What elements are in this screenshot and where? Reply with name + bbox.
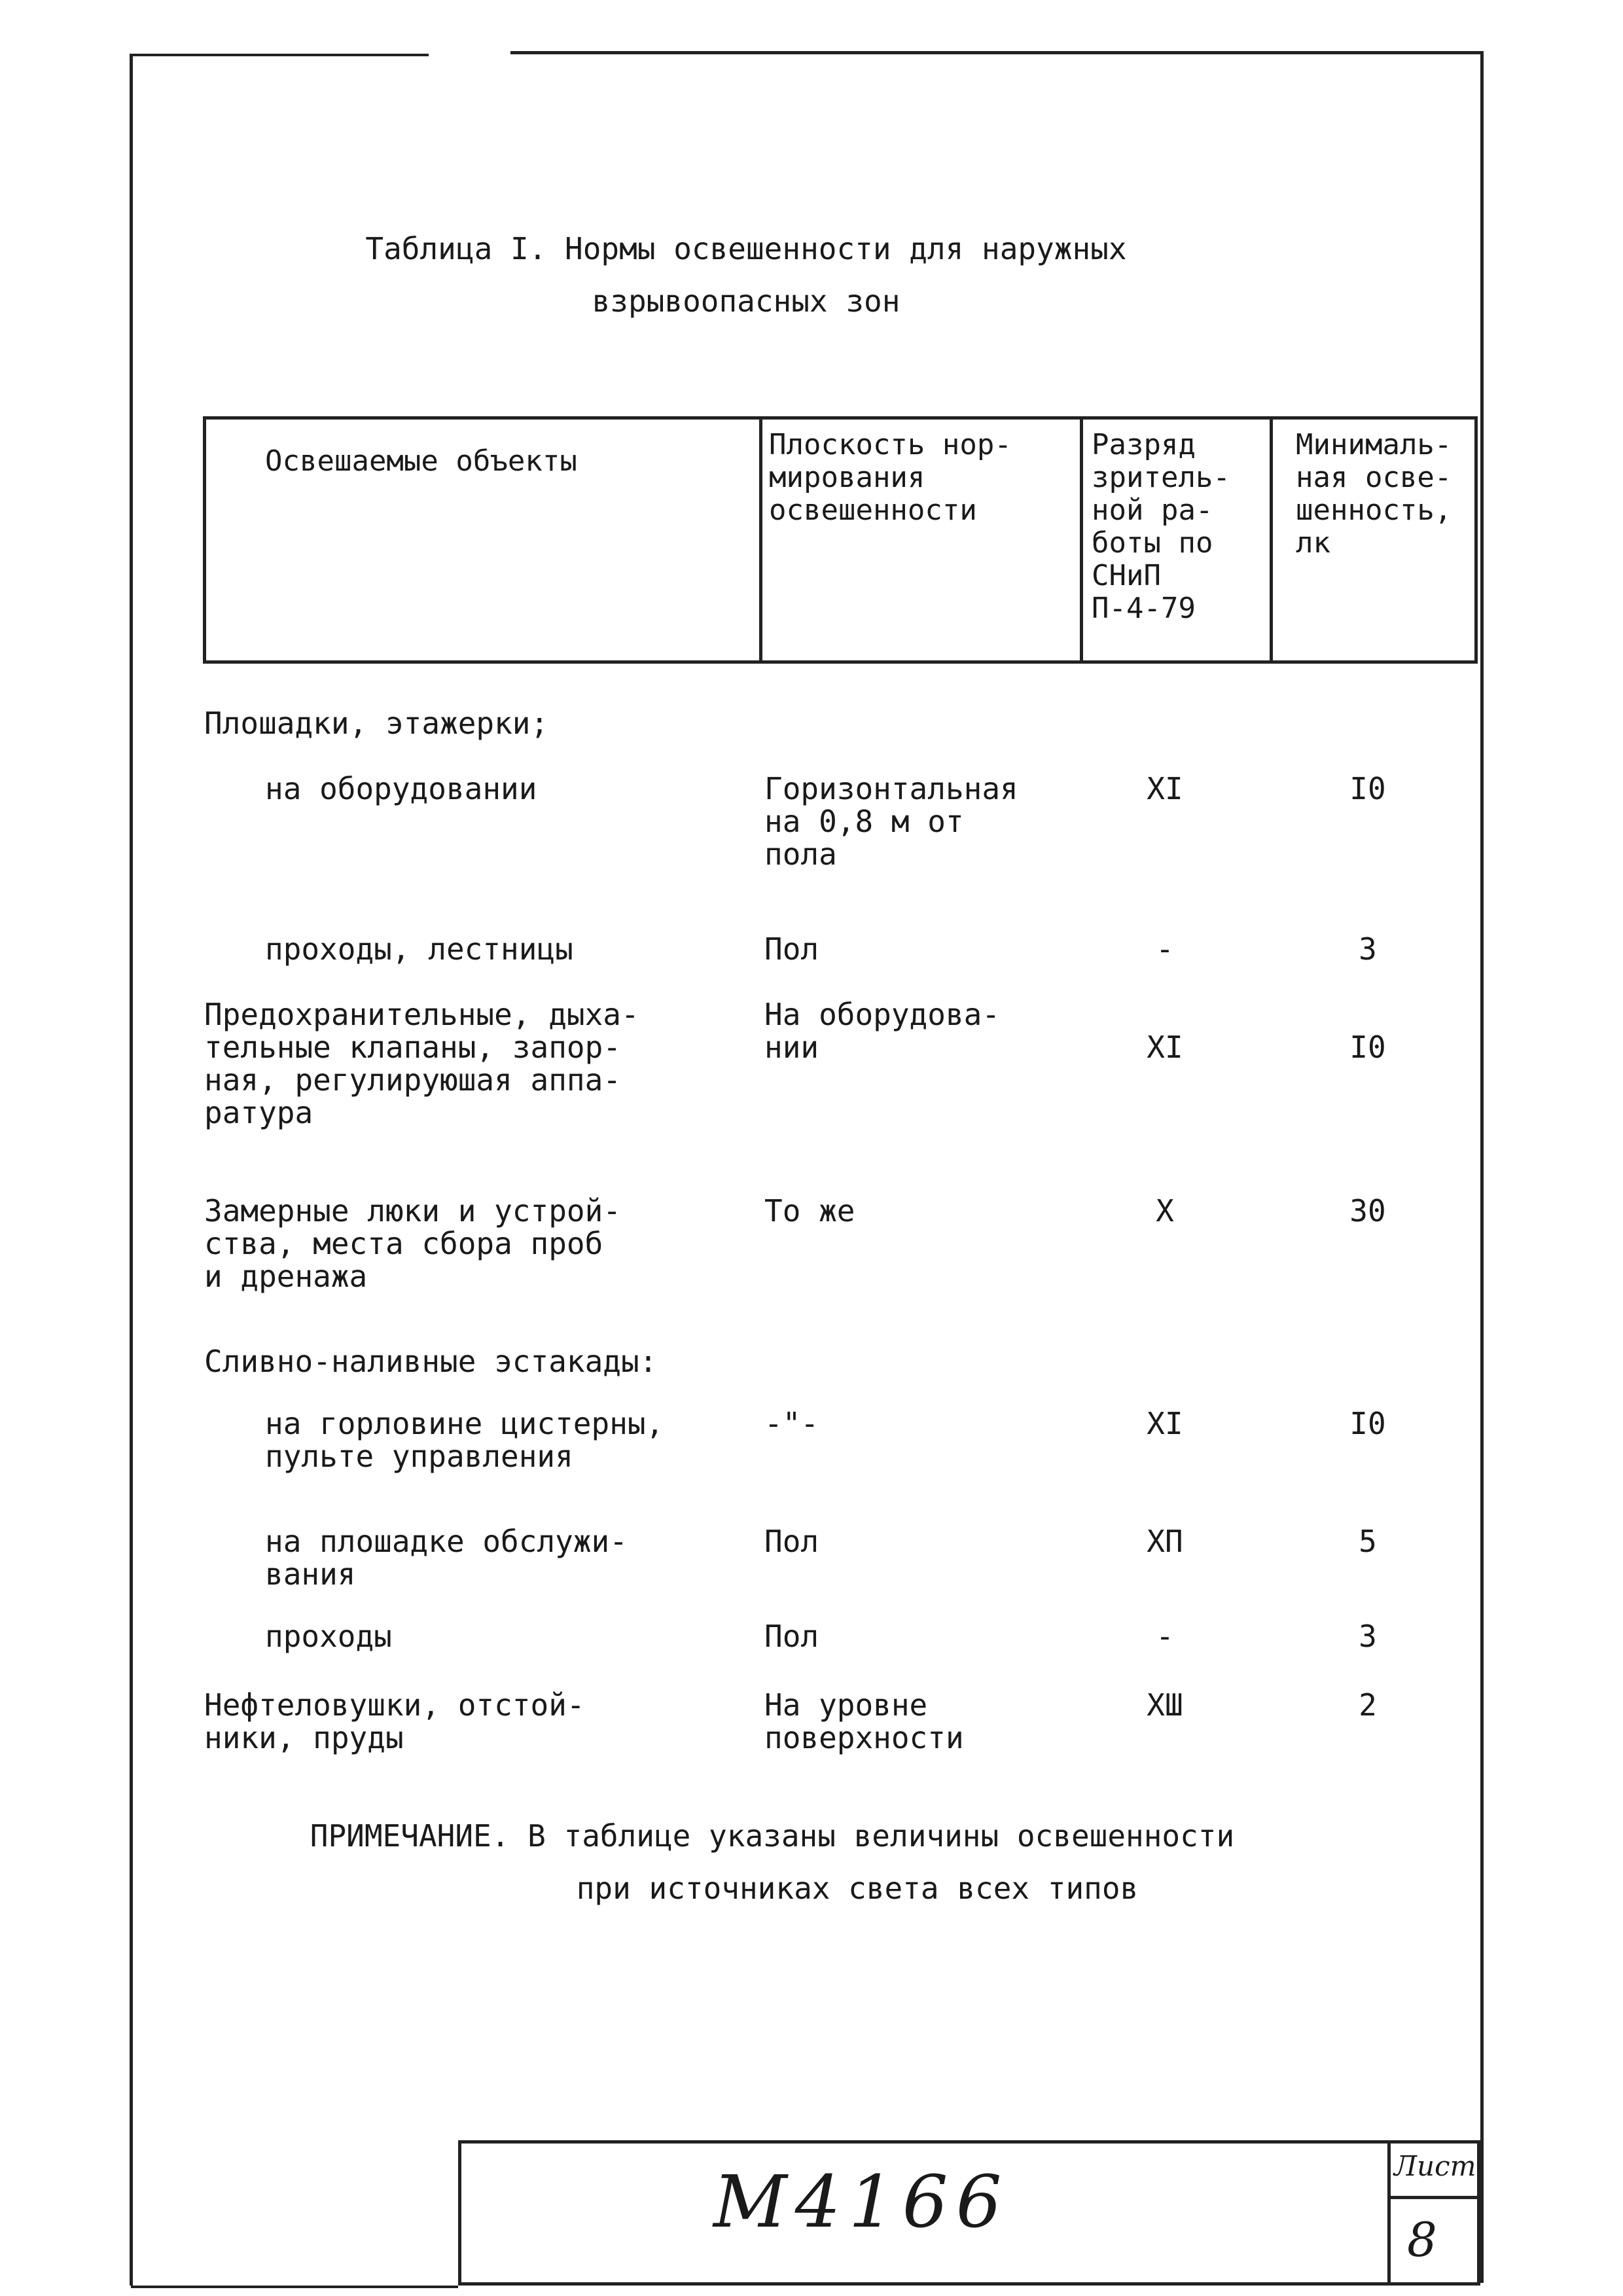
row-object: проходы, лестницы: [265, 931, 573, 967]
document-code: М4166: [713, 2160, 1010, 2244]
row-plane: -"-: [764, 1406, 819, 1441]
row-category: ХП: [1147, 1524, 1183, 1559]
row-objects-group-2: Сливно-наливные эстакады:: [204, 1344, 658, 1379]
frame-right-edge: [1480, 51, 1484, 2283]
row-category: -: [1156, 931, 1174, 967]
frame-left-edge: [130, 54, 133, 2286]
note-line2: при источниках света всех типов: [576, 1871, 1139, 1906]
row-category: -: [1156, 1619, 1174, 1654]
frame-top-left-edge: [131, 54, 429, 56]
row-lux: I0: [1349, 1030, 1386, 1065]
row-category: XI: [1147, 771, 1183, 806]
sheet-label: Лист: [1394, 2150, 1476, 2182]
row-plane: Пол: [764, 1619, 819, 1654]
row-object: Нефтеловушки, отстой- ники, пруды: [204, 1687, 585, 1755]
sheet-number: 8: [1407, 2212, 1437, 2267]
row-category: XI: [1147, 1030, 1183, 1065]
row-object: на горловине цистерны, пульте управления: [265, 1406, 664, 1474]
row-plane: Пол: [764, 1524, 819, 1559]
row-lux: I0: [1349, 771, 1386, 806]
row-category: XI: [1147, 1406, 1183, 1441]
row-lux: 5: [1359, 1524, 1377, 1559]
row-category: X: [1156, 1193, 1174, 1229]
table-title-line2: взрывоопасных зон: [592, 283, 901, 319]
header-divider-1: [759, 416, 762, 664]
header-objects: Освешаемые объекты: [265, 444, 577, 478]
row-object: на оборудовании: [265, 771, 537, 806]
row-plane: На оборудова- нии: [764, 997, 1001, 1065]
row-objects-group-1: Плошадки, этажерки;: [204, 706, 549, 741]
frame-bottom-edge: [131, 2286, 458, 2288]
row-plane: Пол: [764, 931, 819, 967]
sheet-cell-divider: [1387, 2196, 1480, 2199]
note-line1: ПРИМЕЧАНИЕ. В таблице указаны величины освешенности: [310, 1818, 1235, 1854]
header-min-lux: Минималь- ная осве- шенность, лк: [1296, 428, 1452, 560]
row-plane: То же: [764, 1193, 855, 1229]
row-object: Предохранительные, дыха- тельные клапаны, запор- ная, регулируюшая аппа- ратура: [204, 997, 639, 1130]
header-divider-2: [1080, 416, 1083, 664]
header-divider-3: [1270, 416, 1273, 664]
frame-top-edge: [510, 51, 1484, 54]
header-plane: Плоскость нор- мирования освешенности: [769, 428, 1012, 527]
row-plane: Горизонтальная на 0,8 м от пола: [764, 771, 1018, 872]
row-plane: На уровне поверхности: [764, 1687, 964, 1755]
row-object: Замерные люки и устрой- ства, места сбора проб и дренажа: [204, 1193, 621, 1294]
row-lux: 3: [1359, 1619, 1377, 1654]
header-category: Разряд зритель- ной ра- боты по СНиП П-4-79: [1092, 428, 1230, 625]
row-object: проходы: [265, 1619, 392, 1654]
row-lux: 2: [1359, 1687, 1377, 1723]
row-lux: I0: [1349, 1406, 1386, 1441]
row-object: на плошадке обслужи- вания: [265, 1524, 628, 1592]
title-block-divider: [1387, 2140, 1391, 2286]
row-lux: 3: [1359, 931, 1377, 967]
table-title-line1: Таблица I. Нормы освешенности для наружных: [365, 231, 1127, 266]
row-lux: 30: [1349, 1193, 1386, 1229]
row-category: ХШ: [1147, 1687, 1183, 1723]
